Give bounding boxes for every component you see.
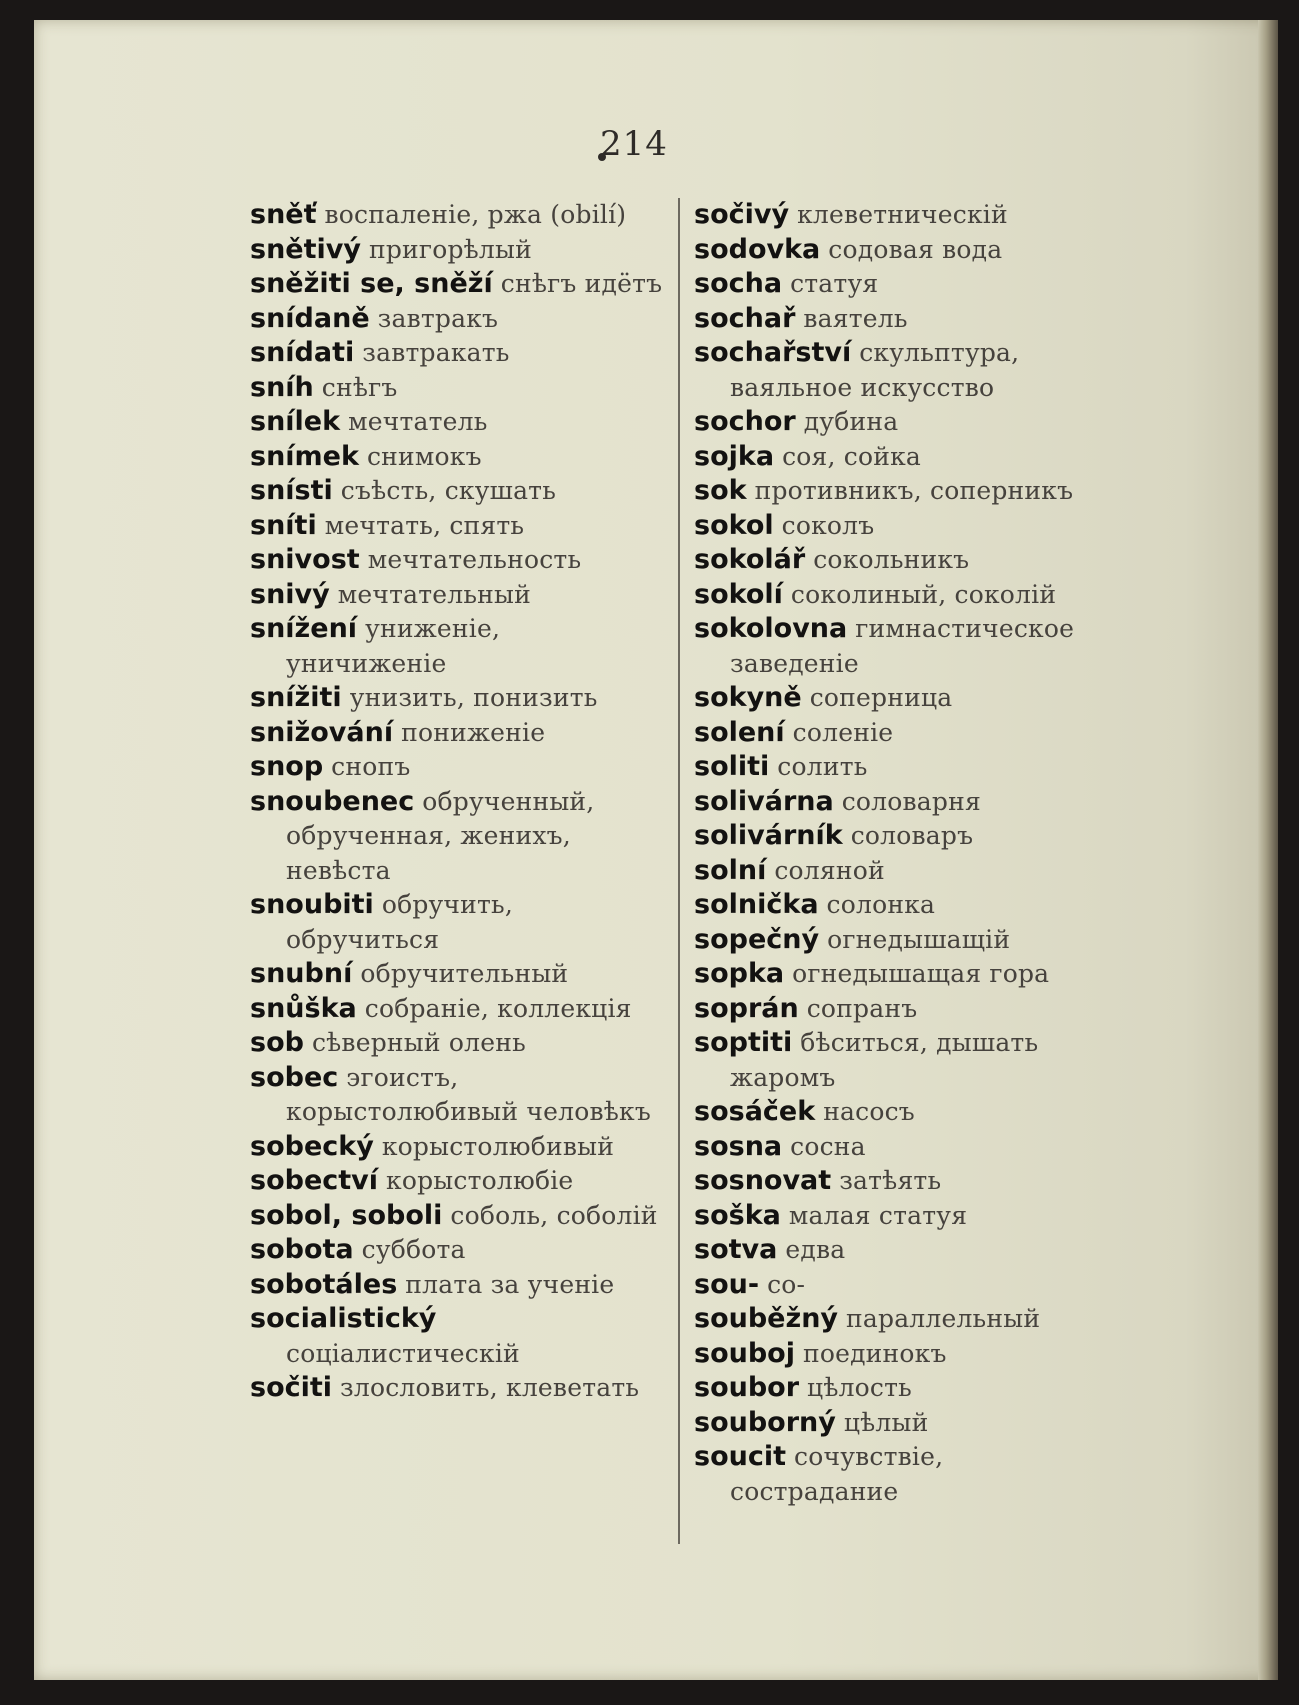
entry-definition: снопъ xyxy=(331,752,411,781)
entry-definition: соперница xyxy=(809,683,953,712)
page-number: 214 xyxy=(600,124,668,164)
dictionary-entry xyxy=(694,612,1112,681)
dictionary-entry xyxy=(694,716,1112,751)
entry-headword: souborný xyxy=(694,1406,836,1438)
dictionary-entry xyxy=(250,888,668,957)
dictionary-entry xyxy=(250,1026,668,1061)
dictionary-entry xyxy=(250,509,668,544)
entry-headword: sochor xyxy=(694,406,796,437)
entry-definition: мечтать, спять xyxy=(324,510,525,540)
entry-definition: обручительный xyxy=(360,959,569,988)
entry-headword: soubor xyxy=(694,1372,800,1403)
entry-headword: sníti xyxy=(250,509,317,541)
entry-definition: мечтатель xyxy=(348,407,488,436)
entry-headword: snídati xyxy=(250,337,355,368)
dictionary-entry xyxy=(694,819,1112,854)
entry-headword: sob xyxy=(250,1027,304,1058)
dictionary-entry xyxy=(694,543,1112,578)
entry-headword: sněžiti se, sněží xyxy=(250,268,493,299)
dictionary-entry xyxy=(694,888,1112,923)
entry-definition: униженіе, уничиженіе xyxy=(286,614,501,678)
dictionary-entry xyxy=(250,371,668,406)
entry-headword: snížení xyxy=(250,613,358,644)
left-column xyxy=(250,198,668,1406)
entry-definition: со- xyxy=(767,1269,806,1299)
dictionary-entry xyxy=(250,578,668,613)
entry-definition: пригорѣлый xyxy=(368,234,532,264)
entry-definition: эгоистъ, корыстолюбивый человѣкъ xyxy=(286,1062,651,1126)
entry-definition: соленіе xyxy=(792,717,894,747)
entry-definition: снѣгъ xyxy=(321,372,398,402)
entry-headword: sokol xyxy=(694,509,774,541)
entry-headword: soptiti xyxy=(694,1027,793,1058)
entry-headword: sobota xyxy=(250,1234,354,1265)
entry-definition: соколъ xyxy=(781,510,875,540)
entry-headword: sochařství xyxy=(694,337,852,368)
entry-definition: плата за ученіе xyxy=(405,1269,615,1299)
entry-definition: солонка xyxy=(826,890,936,919)
entry-headword: snídaně xyxy=(250,302,370,334)
dictionary-entry xyxy=(694,1164,1112,1199)
entry-headword: soška xyxy=(694,1199,781,1231)
entry-headword: sokolí xyxy=(694,578,783,610)
dictionary-entry xyxy=(694,992,1112,1027)
entry-definition: сосна xyxy=(790,1131,866,1161)
dictionary-entry xyxy=(694,509,1112,544)
dictionary-entry xyxy=(250,716,668,751)
entry-headword: sodovka xyxy=(694,233,821,265)
dictionary-entry xyxy=(250,267,668,302)
dictionary-entry xyxy=(694,1233,1112,1268)
entry-definition: огнедышащій xyxy=(827,924,1011,954)
entry-definition: собраніе, коллекція xyxy=(364,993,632,1023)
entry-definition: цѣлый xyxy=(843,1407,929,1437)
dictionary-entry xyxy=(694,1337,1112,1372)
entry-headword: sopečný xyxy=(694,923,820,955)
entry-headword: snížiti xyxy=(250,682,342,713)
entry-headword: sobotáles xyxy=(250,1268,398,1300)
entry-headword: sněť xyxy=(250,199,317,230)
dictionary-entry xyxy=(250,198,668,233)
entry-definition: скульптура, ваяльное искусство xyxy=(730,338,1020,402)
entry-definition: поединокъ xyxy=(802,1338,947,1368)
entry-headword: sosnovat xyxy=(694,1165,832,1196)
dictionary-entry xyxy=(250,785,668,889)
entry-definition: гимнастическое заведеніе xyxy=(730,614,1075,678)
entry-headword: solní xyxy=(694,854,767,886)
entry-headword: sokyně xyxy=(694,682,802,713)
entry-headword: sobec xyxy=(250,1061,339,1093)
entry-headword: souboj xyxy=(694,1337,795,1369)
entry-definition: едва xyxy=(785,1235,846,1264)
entry-headword: sobol, soboli xyxy=(250,1199,443,1231)
dictionary-entry xyxy=(250,1268,668,1303)
dictionary-entry xyxy=(250,1199,668,1234)
right-column xyxy=(694,198,1112,1509)
dictionary-entry xyxy=(694,1026,1112,1095)
dictionary-entry xyxy=(250,750,668,785)
dictionary-entry xyxy=(250,440,668,475)
entry-headword: snoubenec xyxy=(250,785,415,817)
entry-headword: sotva xyxy=(694,1234,778,1265)
dictionary-entry xyxy=(694,1130,1112,1165)
entry-definition: злословить, клеветать xyxy=(340,1373,640,1402)
dictionary-entry xyxy=(694,785,1112,820)
entry-definition: содовая вода xyxy=(828,234,1003,264)
entry-headword: snubní xyxy=(250,958,353,989)
dictionary-entry xyxy=(694,923,1112,958)
entry-definition: мечтательный xyxy=(337,579,531,609)
entry-headword: sochař xyxy=(694,302,796,334)
dictionary-entry xyxy=(694,1199,1112,1234)
entry-definition: соловарня xyxy=(841,786,981,816)
dictionary-entry xyxy=(250,405,668,440)
entry-headword: souběžný xyxy=(694,1303,839,1334)
dictionary-entry xyxy=(694,854,1112,889)
entry-headword: solivárník xyxy=(694,820,843,851)
dictionary-entry xyxy=(694,302,1112,337)
dictionary-entry xyxy=(694,267,1112,302)
dictionary-entry xyxy=(694,336,1112,405)
entry-definition: противникъ, соперникъ xyxy=(754,476,1074,505)
entry-headword: solení xyxy=(694,716,785,748)
entry-headword: sok xyxy=(694,475,747,506)
entry-headword: snísti xyxy=(250,475,333,506)
entry-definition: сопранъ xyxy=(806,993,918,1023)
dictionary-entry xyxy=(694,474,1112,509)
entry-headword: soliti xyxy=(694,751,770,782)
dictionary-entry xyxy=(694,681,1112,716)
entry-definition: обручить, обручиться xyxy=(286,890,514,954)
dictionary-entry xyxy=(250,543,668,578)
entry-headword: snímek xyxy=(250,440,359,472)
entry-headword: snoubiti xyxy=(250,889,374,920)
entry-headword: sojka xyxy=(694,440,775,472)
dictionary-entry xyxy=(250,302,668,337)
entry-definition: насосъ xyxy=(823,1097,915,1126)
entry-definition: соколиный, соколій xyxy=(790,579,1057,609)
entry-definition: цѣлость xyxy=(807,1373,912,1402)
dictionary-entry xyxy=(250,336,668,371)
entry-headword: sou- xyxy=(694,1268,760,1300)
entry-definition: снѣгъ идётъ xyxy=(500,269,663,298)
entry-definition: суббота xyxy=(361,1235,466,1264)
entry-definition: огнедышащая гора xyxy=(792,959,1050,988)
entry-definition: солить xyxy=(777,752,868,781)
entry-definition: клеветническій xyxy=(797,200,1008,229)
entry-headword: socha xyxy=(694,268,783,299)
entry-headword: solnička xyxy=(694,889,819,920)
entry-headword: sočiti xyxy=(250,1372,333,1403)
page-spine xyxy=(1258,20,1278,1680)
entry-definition: корыстолюбивый xyxy=(381,1131,615,1161)
entry-headword: sosáček xyxy=(694,1096,816,1127)
dictionary-entry xyxy=(250,957,668,992)
entry-headword: sokolář xyxy=(694,544,806,575)
entry-headword: snůška xyxy=(250,992,357,1024)
dictionary-entry xyxy=(694,1095,1112,1130)
entry-definition: завтракъ xyxy=(377,303,499,333)
entry-definition: соляной xyxy=(774,855,885,885)
dictionary-entry xyxy=(250,612,668,681)
entry-definition: соболь, соболій xyxy=(450,1200,658,1230)
dictionary-entry xyxy=(694,1440,1112,1509)
dictionary-entry xyxy=(250,1233,668,1268)
entry-headword: socialistický xyxy=(250,1303,437,1334)
dictionary-entry xyxy=(250,233,668,268)
entry-definition: воспаленіе, ржа (obilí) xyxy=(324,200,627,229)
entry-definition: унизить, понизить xyxy=(349,683,598,712)
entry-headword: sobecký xyxy=(250,1130,374,1162)
dictionary-entry xyxy=(250,1061,668,1130)
entry-definition: сочувствіе, сострадание xyxy=(730,1442,944,1506)
entry-definition: ваятель xyxy=(803,303,908,333)
entry-definition: съѣсть, скушать xyxy=(340,476,557,505)
dictionary-entry xyxy=(250,1164,668,1199)
entry-definition: сокольникъ xyxy=(813,545,970,574)
entry-headword: soprán xyxy=(694,992,799,1024)
entry-headword: snílek xyxy=(250,406,341,437)
dictionary-entry xyxy=(694,750,1112,785)
dictionary-entry xyxy=(694,1371,1112,1406)
entry-definition: затѣять xyxy=(839,1166,942,1195)
dictionary-entry xyxy=(250,681,668,716)
entry-headword: sosna xyxy=(694,1130,783,1162)
entry-definition: завтракать xyxy=(362,338,510,367)
entry-headword: soucit xyxy=(694,1441,787,1472)
dictionary-entry xyxy=(694,1302,1112,1337)
entry-headword: sobectví xyxy=(250,1165,379,1196)
entry-headword: snivý xyxy=(250,578,330,610)
entry-definition: соловаръ xyxy=(850,821,974,850)
entry-headword: solivárna xyxy=(694,785,834,817)
entry-definition: снимокъ xyxy=(366,441,482,471)
entry-definition: соя, сойка xyxy=(782,441,922,471)
entry-headword: snižování xyxy=(250,716,394,748)
entry-definition: параллельный xyxy=(846,1304,1041,1333)
dictionary-entry xyxy=(694,440,1112,475)
dictionary-entry xyxy=(250,1130,668,1165)
entry-definition: соціалистическій xyxy=(286,1338,520,1368)
entry-definition: мечтательность xyxy=(367,545,582,574)
entry-definition: бѣситься, дышать жаромъ xyxy=(730,1028,1039,1092)
dictionary-entry xyxy=(250,1302,668,1371)
entry-definition: обрученный, обрученная, женихъ, невѣста xyxy=(286,786,595,885)
dictionary-entry xyxy=(694,198,1112,233)
entry-headword: sočivý xyxy=(694,199,790,230)
entry-definition: дубина xyxy=(803,407,899,436)
entry-definition: сѣверный олень xyxy=(311,1028,526,1057)
dictionary-entry xyxy=(694,957,1112,992)
entry-headword: sníh xyxy=(250,371,314,403)
entry-headword: sokolovna xyxy=(694,613,848,644)
entry-headword: snětivý xyxy=(250,233,361,265)
dictionary-entry xyxy=(694,405,1112,440)
entry-definition: малая статуя xyxy=(788,1200,968,1230)
entry-headword: snivost xyxy=(250,544,360,575)
dictionary-entry xyxy=(250,1371,668,1406)
dictionary-entry xyxy=(694,233,1112,268)
column-divider xyxy=(678,198,680,1544)
entry-definition: статуя xyxy=(790,269,879,298)
dictionary-entry xyxy=(694,1268,1112,1303)
entry-headword: snop xyxy=(250,751,324,782)
dictionary-entry xyxy=(694,1406,1112,1441)
entry-headword: sopka xyxy=(694,958,785,989)
dictionary-entry xyxy=(250,992,668,1027)
dictionary-entry xyxy=(694,578,1112,613)
dictionary-entry xyxy=(250,474,668,509)
entry-definition: корыстолюбіе xyxy=(386,1166,574,1195)
entry-definition: пониженіе xyxy=(401,717,546,747)
